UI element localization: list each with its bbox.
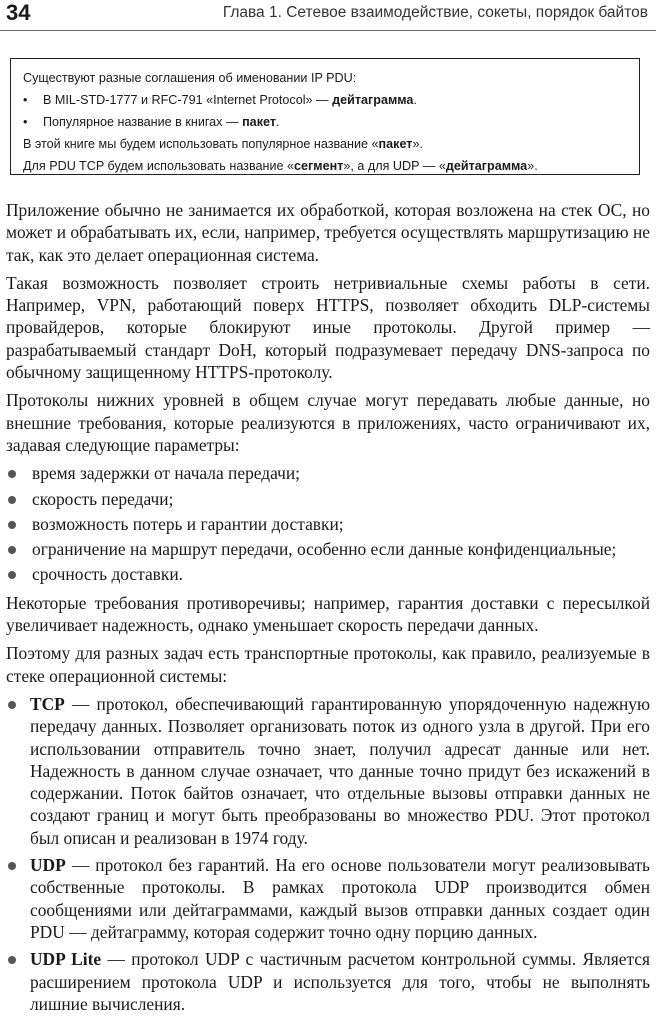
- page-number: 34: [6, 0, 31, 25]
- bullet-icon: [8, 496, 16, 504]
- protocols-list: [6, 693, 650, 1015]
- list-item: скорость передачи;: [6, 488, 650, 510]
- bullet-icon: [8, 470, 16, 478]
- note-line-4: Для PDU TCP будем использовать название «сегмент», а для UDP — «дейтаграмма».: [23, 159, 538, 173]
- note-intro: Существуют разные соглашения об именовании IP PDU:: [23, 71, 357, 85]
- bullet-icon: •: [23, 115, 28, 129]
- list-item: время задержки от начала передачи;: [6, 462, 650, 484]
- note-line-3: В этой книге мы будем использовать популярное название «пакет».: [23, 137, 423, 151]
- paragraph-1: Приложение обычно не занимается их обработкой, которая возложена на стек ОС, но может и обрабатывать их, если, например, требуется осуществлять маршрутизацию не так, как это делает операционная система.: [6, 200, 650, 265]
- bullet-icon: [8, 571, 16, 579]
- body-text: [6, 199, 650, 1021]
- bullet-icon: [8, 956, 16, 964]
- paragraph-5: Поэтому для разных задач есть транспортные протоколы, как правило, реализуемые в стеке операционной системы:: [6, 643, 650, 686]
- paragraph-2: Такая возможность позволяет строить нетривиальные схемы работы в сети. Например, VPN, работающий поверх HTTPS, позволяет обходить DLP-системы провайдеров, которые блокируют иные протоколы. Другой пример — разрабатываемый стандарт DoH, который подразумевает передачу DNS-запроса по обычному защищенному HTTPS-протоколу.: [6, 272, 650, 383]
- list-item-udp-lite: UDP Lite — протокол UDP с частичным расчетом контрольной суммы. Является расширением протокола UDP и используется для того, чтобы не выполнять лишние вычисления.: [6, 948, 650, 1015]
- list-item-udp: UDP — протокол без гарантий. На его основе пользователи могут реализовывать собственные протоколы. В рамках протокола UDP производится обмен сообщениями или дейтаграммами, каждый вызов отправки данных создает один PDU — дейтаграмму, которая содержит точно одну порцию данных.: [6, 854, 650, 943]
- running-header: [0, 0, 656, 31]
- bullet-icon: [8, 546, 16, 554]
- bullet-icon: •: [23, 93, 28, 107]
- bullet-icon: [8, 521, 16, 529]
- list-item: срочность доставки.: [6, 563, 650, 585]
- paragraph-3: Протоколы нижних уровней в общем случае могут передавать любые данные, но внешние требования, которые реализуются в приложениях, часто ограничивают их, задавая следующие параметры:: [6, 390, 650, 455]
- requirements-list: [6, 462, 650, 585]
- chapter-title: Глава 1. Сетевое взаимодействие, сокеты, порядок байтов: [222, 4, 648, 21]
- bullet-icon: [8, 862, 16, 870]
- note-bullet-1: • В MIL-STD-1777 и RFC-791 «Internet Protocol» — дейтаграмма.: [23, 89, 627, 111]
- list-item: ограничение на маршрут передачи, особенно если данные конфиденциальные;: [6, 538, 650, 560]
- note-bullet-2: • Популярное название в книгах — пакет.: [23, 111, 627, 133]
- list-item: возможность потерь и гарантии доставки;: [6, 513, 650, 535]
- list-item-tcp: TCP — протокол, обеспечивающий гарантированную упорядоченную надежную передачу данных. Позволяет организовать поток из одного узла в другой. При его использовании отправитель точно знает, получил адресат данные или нет. Надежность в данном случае означает, что данные точно придут без искажений в содержании. Поток байтов означает, что отдельные вызовы отправки данных не создают границ и могут быть преобразованы во множество PDU. Этот протокол был описан и реализован в 1974 году.: [6, 693, 650, 849]
- paragraph-4: Некоторые требования противоречивы; например, гарантия доставки с пересылкой увеличивает надежность, однако уменьшает скорость передачи данных.: [6, 592, 650, 636]
- bullet-icon: [8, 701, 16, 709]
- note-box: [10, 58, 640, 175]
